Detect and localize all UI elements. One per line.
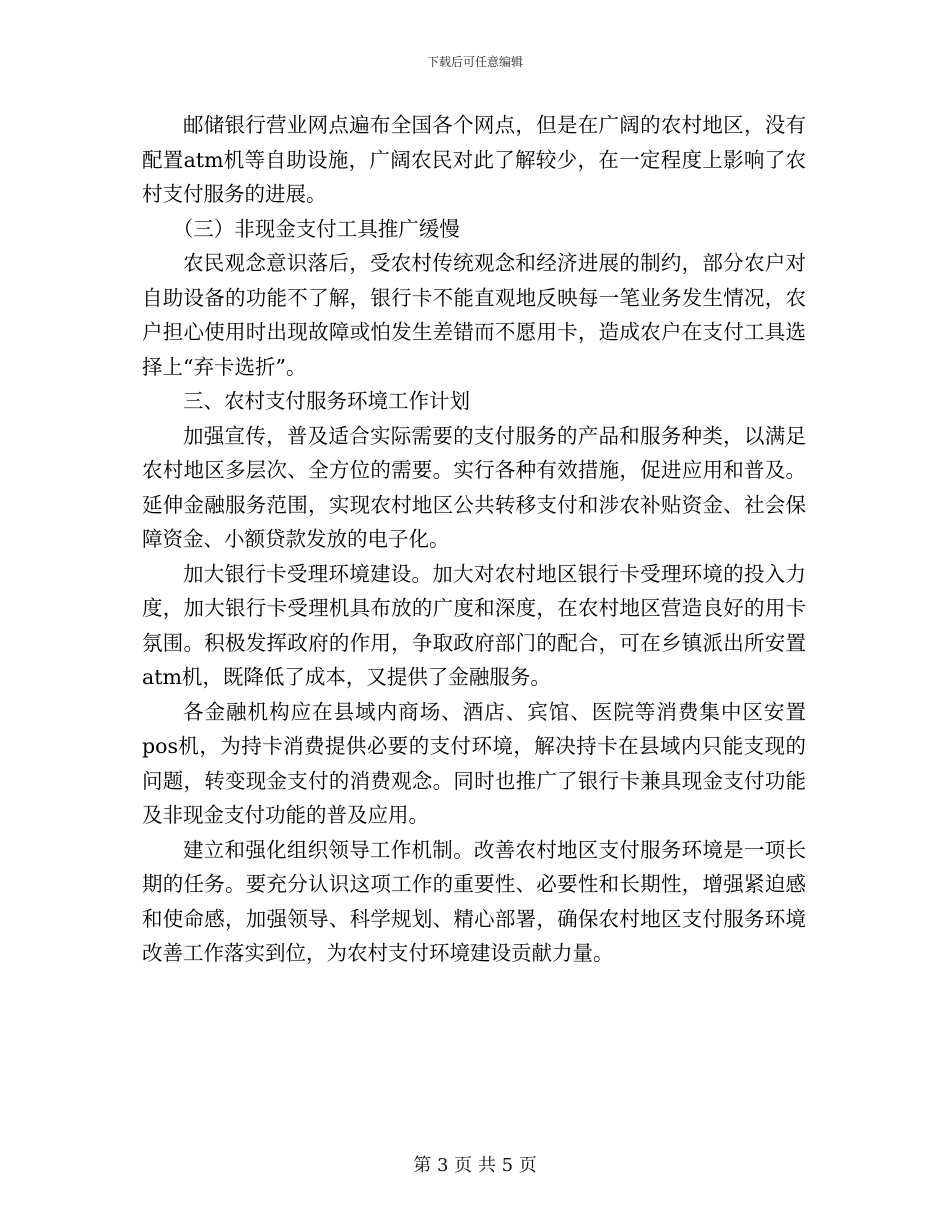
page-number: 第 3 页 共 5 页 <box>413 1155 537 1176</box>
paragraph-2: 农民观念意识落后，受农村传统观念和经济进展的制约，部分农户对自助设备的功能不了解，银行卡不能直观地反映每一笔业务发生情况，农户担心使用时出现故障或怕发生差错而不愿用卡，造成农户在支付工具选择上“弃卡选折”。 <box>142 251 806 379</box>
paragraph-3: 加强宣传，普及适合实际需要的支付服务的产品和服务种类，以满足农村地区多层次、全方位的需要。实行各种有效措施，促进应用和普及。延伸金融服务范围，实现农村地区公共转移支付和涉农补贴资金、社会保障资金、小额贷款发放的电子化。 <box>142 423 806 551</box>
paragraph-1: 邮储银行营业网点遍布全国各个网点，但是在广阔的农村地区，没有配置atm机等自助设施，广阔农民对此了解较少，在一定程度上影响了农村支付服务的进展。 <box>142 113 806 206</box>
document-body <box>142 108 806 971</box>
header-note: 下载后可任意编辑 <box>426 55 523 69</box>
section-heading-3: （三）非现金支付工具推广缓慢 <box>172 216 460 241</box>
paragraph-5: 各金融机构应在县域内商场、酒店、宾馆、医院等消费集中区安置pos机，为持卡消费提供必要的支付环境，解决持卡在县域内只能支现的问题，转变现金支付的消费观念。同时也推广了银行卡兼具现金支付功能及非现金支付功能的普及应用。 <box>142 699 806 827</box>
part-heading-3: 三、农村支付服务环境工作计划 <box>183 389 470 413</box>
paragraph-4: 加大银行卡受理环境建设。加大对农村地区银行卡受理环境的投入力度，加大银行卡受理机具布放的广度和深度，在农村地区营造良好的用卡氛围。积极发挥政府的作用，争取政府部门的配合，可在乡镇派出所安置atm机，既降低了成本，又提供了金融服务。 <box>142 561 806 689</box>
paragraph-6: 建立和强化组织领导工作机制。改善农村地区支付服务环境是一项长期的任务。要充分认识这项工作的重要性、必要性和长期性，增强紧迫感和使命感，加强领导、科学规划、精心部署，确保农村地区支付服务环境改善工作落实到位，为农村支付环境建设贡献力量。 <box>142 837 806 965</box>
